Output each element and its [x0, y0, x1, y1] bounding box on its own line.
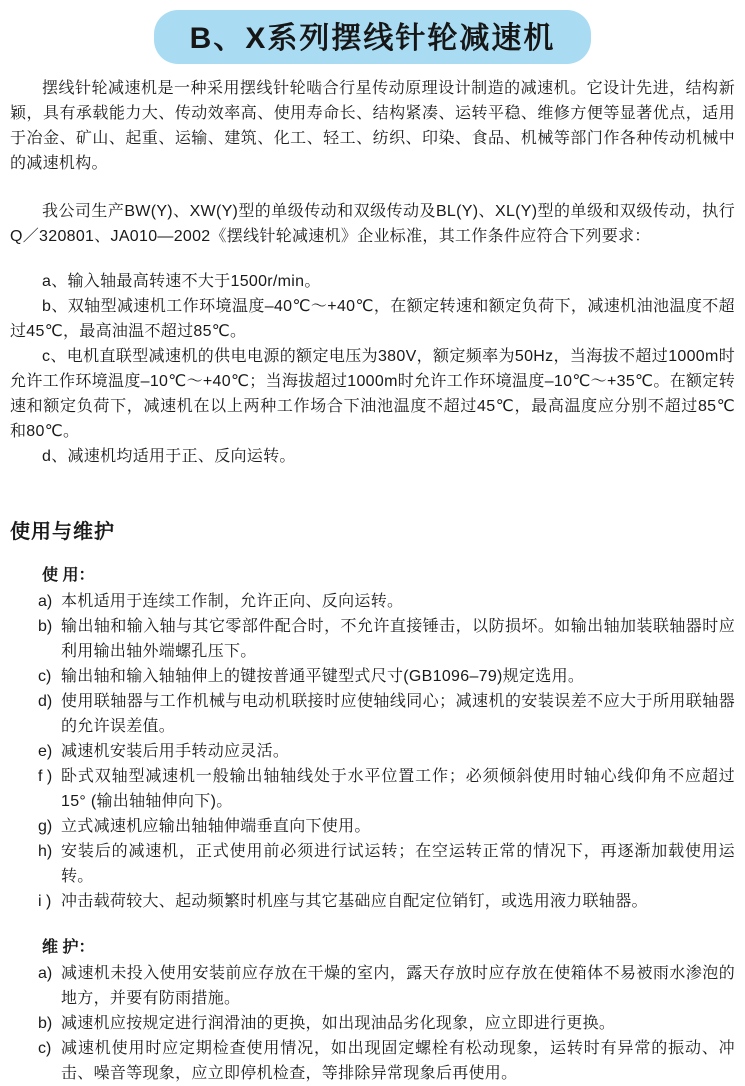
list-item-text: 立式减速机应输出轴轴伸端垂直向下使用。 — [61, 818, 371, 835]
maintenance-label: 维 护： — [42, 939, 95, 956]
list-item-text: 使用联轴器与工作机械与电动机联接时应使轴线同心；减速机的安装误差不应大于所用联轴器的允许误差值。 — [61, 693, 735, 735]
list-item-marker: g) — [38, 818, 53, 835]
condition-item: a、输入轴最高转速不大于1500r/min。 — [42, 273, 321, 290]
list-item-marker: b) — [38, 618, 53, 635]
maintenance-list-item — [38, 1036, 735, 1086]
list-item-text: 安装后的减速机，正式使用前必须进行试运转；在空运转正常的情况下，再逐渐加载使用运转。 — [61, 843, 735, 885]
list-item-text: 减速机安装后用手转动应灵活。 — [61, 743, 290, 760]
list-item-marker: e) — [38, 743, 53, 760]
maintenance-list-item — [38, 1011, 735, 1036]
condition-item: d、减速机均适用于正、反向运转。 — [42, 448, 296, 465]
usage-list-item — [38, 764, 735, 814]
usage-list-item — [38, 664, 735, 689]
list-item-marker: c) — [38, 1040, 52, 1057]
usage-list-item — [38, 814, 735, 839]
list-item-text: 输出轴和输入轴轴伸上的键按普通平键型式尺寸(GB1096–79)规定选用。 — [61, 668, 585, 685]
list-item-marker: c) — [38, 668, 52, 685]
list-item-marker: h) — [38, 843, 53, 860]
list-item-marker: b) — [38, 1015, 53, 1032]
title-row — [10, 10, 735, 64]
list-item-text: 减速机未投入使用安装前应存放在干燥的室内，露天存放时应存放在使箱体不易被雨水渗泡的地方，并要有防雨措施。 — [61, 965, 735, 1007]
usage-list-item — [38, 689, 735, 739]
list-item-text: 输出轴和输入轴与其它零部件配合时，不允许直接锤击，以防损坏。如输出轴加装联轴器时应利用输出轴外端螺孔压下。 — [61, 618, 735, 660]
usage-list-item — [38, 889, 735, 914]
list-item-marker: f ) — [38, 768, 53, 785]
list-item-text: 减速机使用时应定期检查使用情况，如出现固定螺栓有松动现象，运转时有异常的振动、冲击、噪音等现象，应立即停机检查，等排除异常现象后再使用。 — [61, 1040, 735, 1082]
maintenance-list-item — [38, 961, 735, 1011]
usage-list — [38, 589, 735, 914]
maintenance-list — [38, 961, 735, 1086]
intro-paragraph-1: 摆线针轮减速机是一种采用摆线针轮啮合行星传动原理设计制造的减速机。它设计先进，结构新颖，具有承载能力大、传动效率高、使用寿命长、结构紧凑、运转平稳、维修方便等显著优点，适用于冶金、矿山、起重、运输、建筑、化工、轻工、纺织、印染、食品、机械等部门作各种传动机械中的减速机构。 — [10, 80, 735, 172]
usage-block — [10, 563, 735, 914]
usage-list-item — [38, 614, 735, 664]
usage-label: 使 用： — [42, 567, 95, 584]
list-item-text: 本机适用于连续工作制，允许正向、反向运转。 — [61, 593, 404, 610]
intro-paragraph-2: 我公司生产BW(Y)、XW(Y)型的单级传动和双级传动及BL(Y)、XL(Y)型的单级和双级传动，执行Q／320801、JA010—2002《摆线针轮减速机》企业标准，其工作条件应符合下列要求： — [10, 203, 735, 245]
working-conditions-list — [10, 269, 735, 469]
list-item-text: 卧式双轴型减速机一般输出轴轴线处于水平位置工作；必须倾斜使用时轴心线仰角不应超过15° (输出轴轴伸向下)。 — [61, 768, 735, 810]
page-title: B、X系列摆线针轮减速机 — [154, 10, 592, 64]
list-item-marker: a) — [38, 593, 53, 610]
list-item-marker: d) — [38, 693, 53, 710]
condition-item: c、电机直联型减速机的供电电源的额定电压为380V，额定频率为50Hz，当海拔不超过1000m时允许工作环境温度–10℃～+40℃；当海拔超过1000m时允许工作环境温度–10℃～+35℃。在额定转速和额定负荷下，减速机在以上两种工作场合下油池温度不超过45℃，最高温度应分别不超过85℃和80℃。 — [10, 348, 735, 440]
list-item-marker: a) — [38, 965, 53, 982]
condition-item: b、双轴型减速机工作环境温度–40℃～+40℃，在额定转速和额定负荷下，减速机油池温度不超过45℃，最高油温不超过85℃。 — [10, 298, 735, 340]
list-item-text: 冲击载荷较大、起动频繁时机座与其它基础应自配定位销钉，或选用液力联轴器。 — [61, 893, 648, 910]
maintenance-block — [10, 935, 735, 1086]
usage-list-item — [38, 589, 735, 614]
usage-list-item — [38, 839, 735, 889]
section-heading: 使用与维护 — [10, 521, 115, 543]
list-item-text: 减速机应按规定进行润滑油的更换，如出现油品劣化现象，应立即进行更换。 — [61, 1015, 616, 1032]
usage-list-item — [38, 739, 735, 764]
list-item-marker: i ) — [38, 893, 52, 910]
